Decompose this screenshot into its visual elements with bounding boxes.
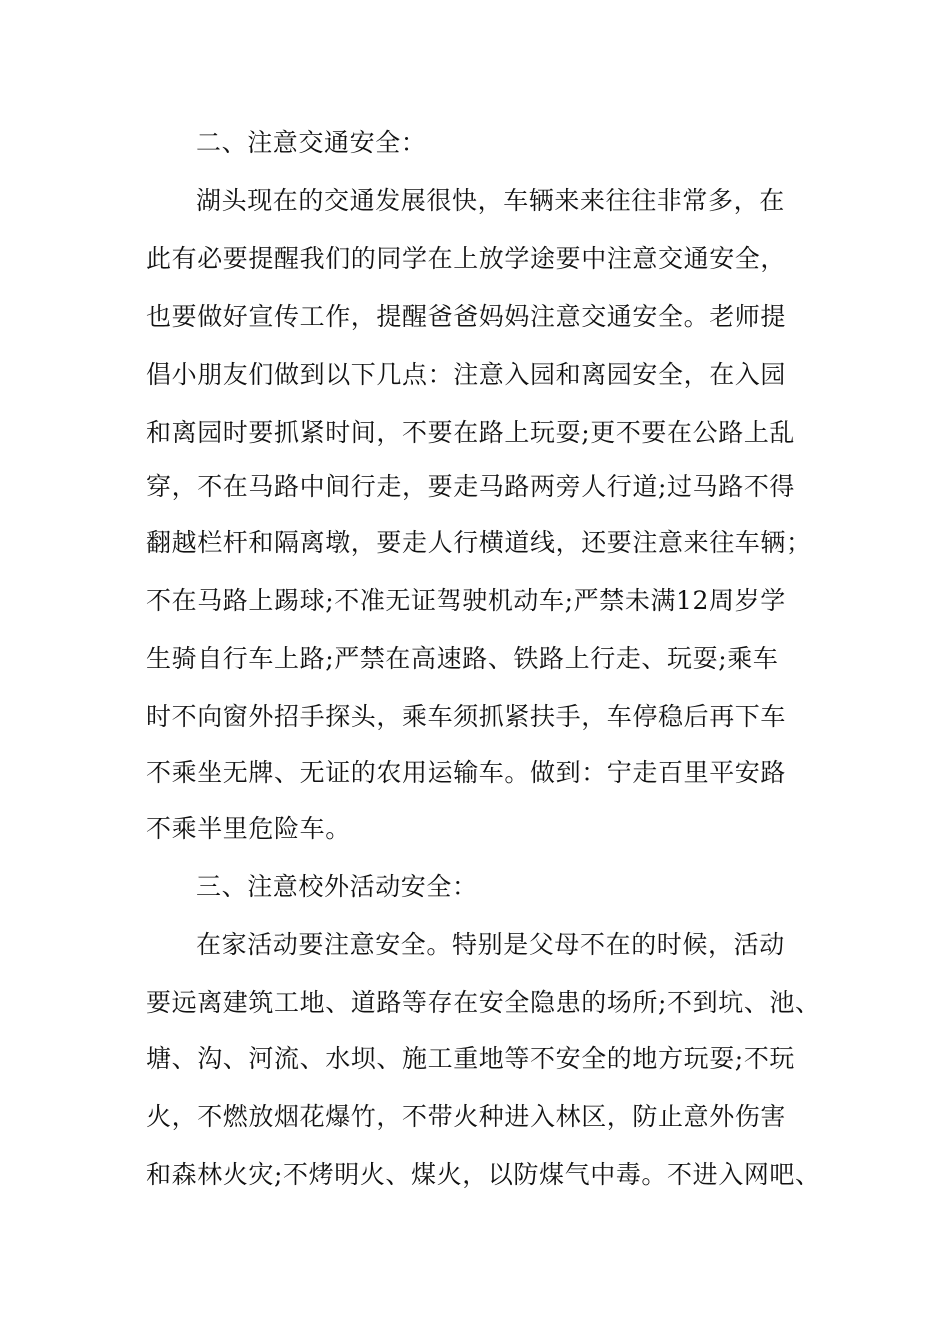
- paragraph-line: 倡小朋友们做到以下几点：注意入园和离园安全，在入园: [146, 360, 787, 389]
- paragraph-line: 不乘坐无牌、无证的农用运输车。做到：宁走百里平安路: [146, 758, 787, 787]
- paragraph-line: 也要做好宣传工作，提醒爸爸妈妈注意交通安全。老师提: [146, 302, 787, 331]
- paragraph-line: 此有必要提醒我们的同学在上放学途要中注意交通安全，: [146, 244, 787, 273]
- paragraph-line: 湖头现在的交通发展很快，车辆来来往往非常多，在: [196, 186, 785, 215]
- paragraph-line: 要远离建筑工地、道路等存在安全隐患的场所;不到坑、池、: [146, 988, 821, 1017]
- paragraph-line: 翻越栏杆和隔离墩，要走人行横道线，还要注意来往车辆；: [146, 528, 812, 557]
- paragraph-line: 在家活动要注意安全。特别是父母不在的时候，活动: [196, 930, 785, 959]
- paragraph-line: 火，不燃放烟花爆竹，不带火种进入林区，防止意外伤害: [146, 1102, 787, 1131]
- section-heading-outdoor: 三、注意校外活动安全：: [196, 872, 478, 901]
- paragraph-line: 不乘半里危险车。: [146, 814, 351, 843]
- section-heading-traffic: 二、注意交通安全：: [196, 128, 427, 157]
- paragraph-line: 和森林火灾;不烤明火、煤火，以防煤气中毒。不进入网吧、: [146, 1160, 821, 1189]
- paragraph-line: 穿，不在马路中间行走，要走马路两旁人行道;过马路不得: [146, 472, 796, 501]
- paragraph-line: 生骑自行车上路;严禁在高速路、铁路上行走、玩耍;乘车: [146, 644, 779, 673]
- paragraph-line: 不在马路上踢球;不准无证驾驶机动车;严禁未满12周岁学: [146, 586, 786, 615]
- paragraph-line: 塘、沟、河流、水坝、施工重地等不安全的地方玩耍;不玩: [146, 1044, 796, 1073]
- paragraph-line: 和离园时要抓紧时间，不要在路上玩耍;更不要在公路上乱: [146, 418, 796, 447]
- paragraph-line: 时不向窗外招手探头，乘车须抓紧扶手，车停稳后再下车: [146, 702, 787, 731]
